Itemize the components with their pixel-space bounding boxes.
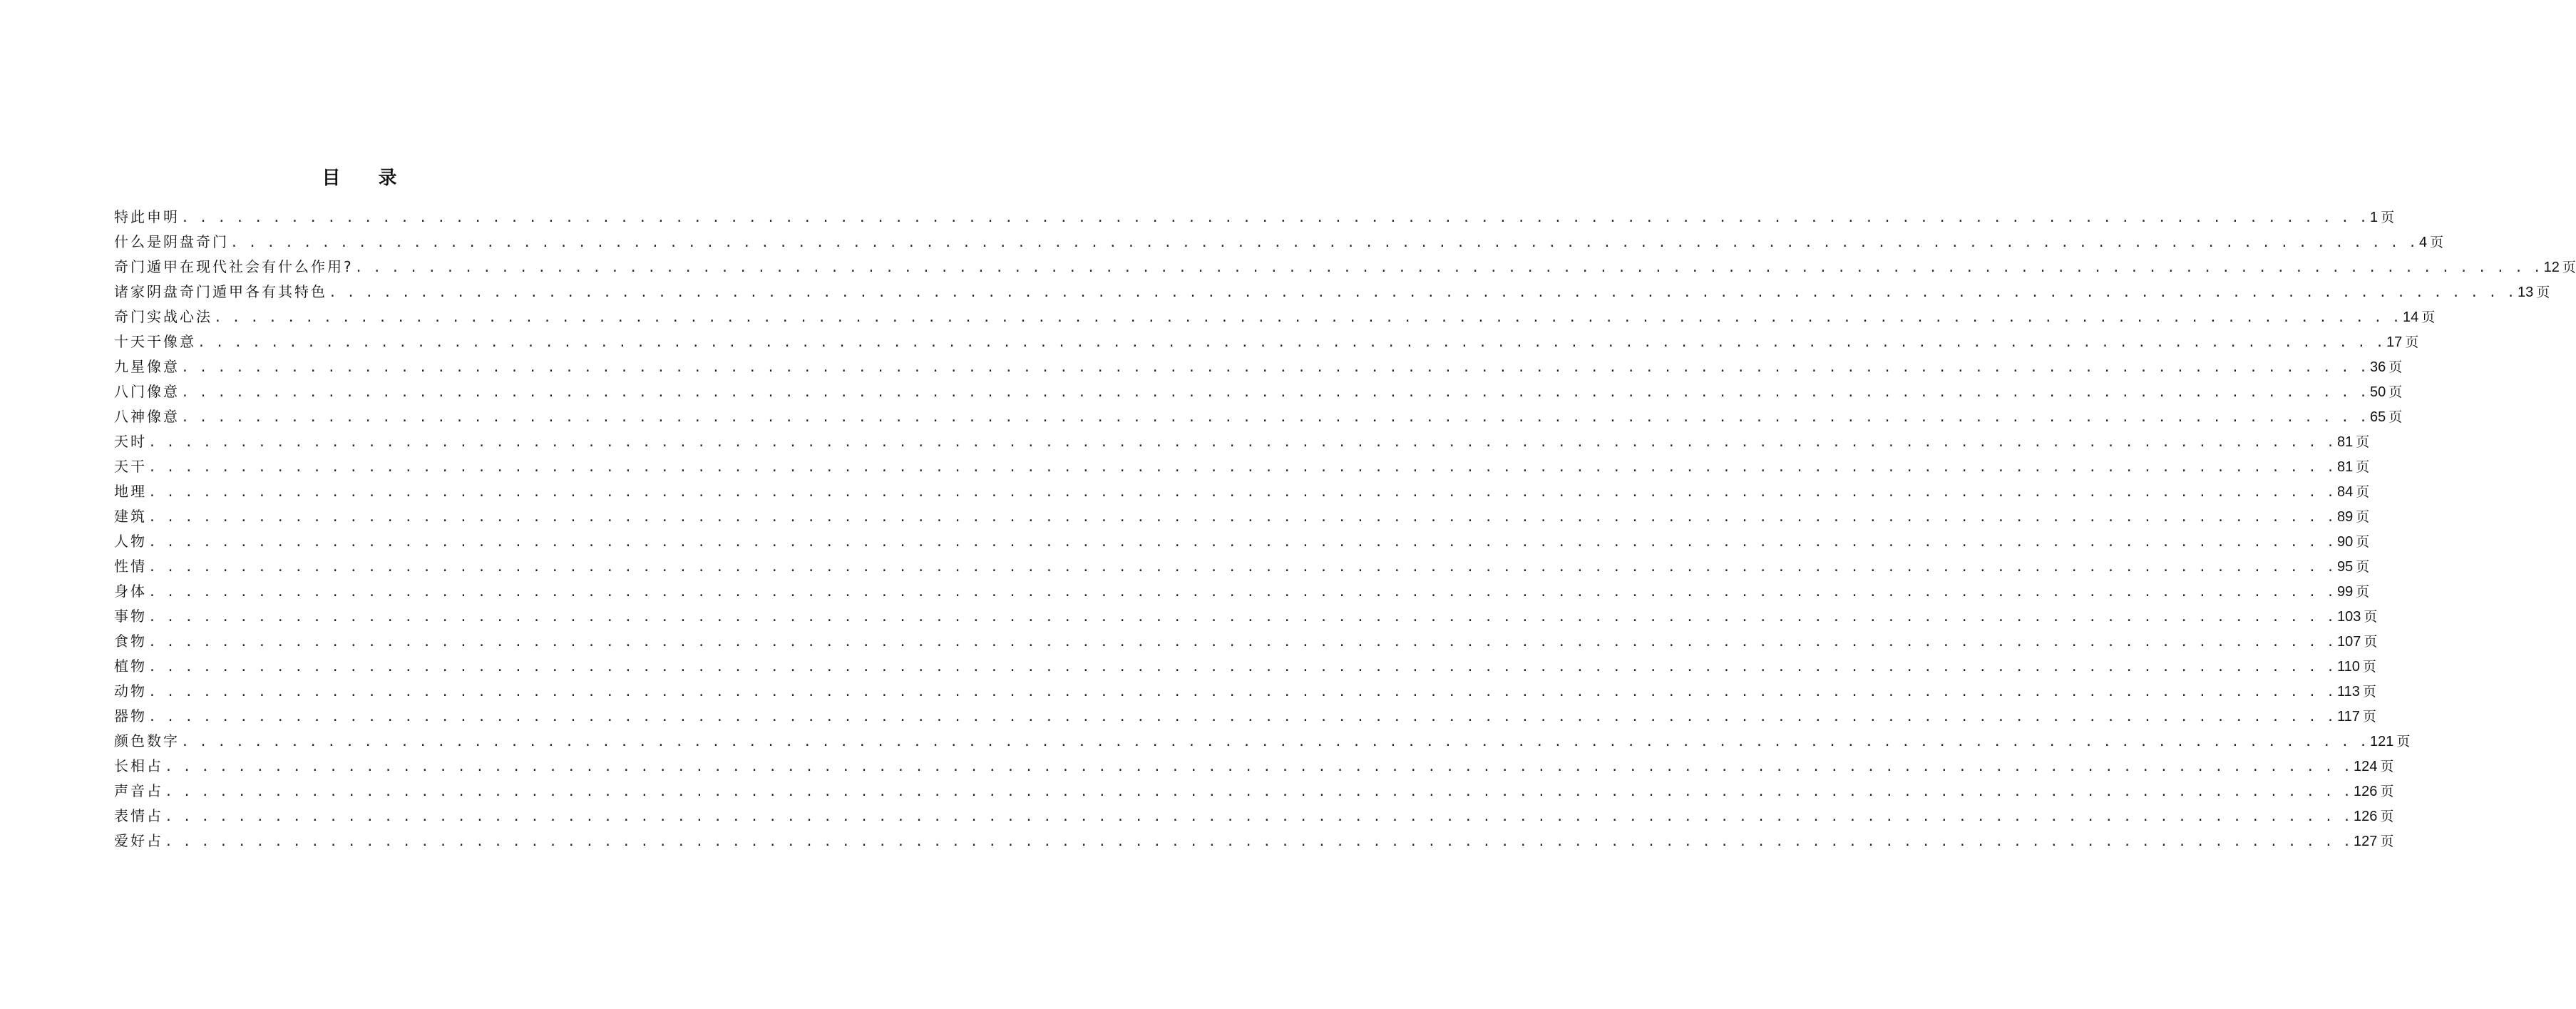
toc-entry-page-suffix: 页 [2362, 709, 2376, 724]
dot-leader: . . . . . . . . . . . . . . . . . . . . . . . . . . . . . . . . . . . . . . . . . . . . . . . . . . . . . . . . . . . . . . . . . . . . . . . . . . . . . . . . . . . . . . . . . . . . . . . . . . . . . . . . . . . . . . . . . . . . . . . . [148, 510, 2336, 525]
toc-entry-title: 奇门遁甲在现代社会有什么作用? [114, 258, 354, 275]
toc-entry[interactable] [114, 654, 2376, 679]
toc-entry[interactable] [114, 704, 2376, 729]
toc-entry[interactable] [114, 304, 2436, 329]
toc-entry[interactable] [114, 404, 2403, 429]
dot-leader: . . . . . . . . . . . . . . . . . . . . . . . . . . . . . . . . . . . . . . . . . . . . . . . . . . . . . . . . . . . . . . . . . . . . . . . . . . . . . . . . . . . . . . . . . . . . . . . . . . . . . . . . . . . . . . . . . . . . . . . . [165, 834, 2353, 849]
toc-entry-page-number: 117 [2337, 709, 2360, 724]
toc-entry-title: 食物 [114, 632, 147, 650]
toc-entry-page-number: 81 [2337, 459, 2354, 475]
toc-entry-title: 十天干像意 [114, 333, 196, 350]
toc-entry-page-suffix: 页 [2388, 409, 2403, 425]
dot-leader: . . . . . . . . . . . . . . . . . . . . . . . . . . . . . . . . . . . . . . . . . . . . . . . . . . . . . . . . . . . . . . . . . . . . . . . . . . . . . . . . . . . . . . . . . . . . . . . . . . . . . . . . . . . . . . . . . . . . . . . . [165, 809, 2353, 824]
toc-entry[interactable] [114, 554, 2370, 579]
dot-leader: . . . . . . . . . . . . . . . . . . . . . . . . . . . . . . . . . . . . . . . . . . . . . . . . . . . . . . . . . . . . . . . . . . . . . . . . . . . . . . . . . . . . . . . . . . . . . . . . . . . . . . . . . . . . . . . . . . . . . . . . [181, 360, 2369, 375]
toc-entry-title: 动物 [114, 682, 147, 700]
toc-entry-page-suffix: 页 [2388, 359, 2403, 375]
dot-leader: . . . . . . . . . . . . . . . . . . . . . . . . . . . . . . . . . . . . . . . . . . . . . . . . . . . . . . . . . . . . . . . . . . . . . . . . . . . . . . . . . . . . . . . . . . . . . . . . . . . . . . . . . . . . . . . . . . . . . . . . [230, 235, 2418, 250]
toc-entry-title: 什么是阴盘奇门 [114, 233, 229, 250]
toc-entry-page-suffix: 页 [2380, 759, 2394, 774]
toc-entry[interactable] [114, 255, 2576, 280]
toc-entry-title: 天干 [114, 458, 147, 475]
toc-entry[interactable] [114, 804, 2394, 829]
toc-entry-title: 器物 [114, 707, 147, 724]
dot-leader: . . . . . . . . . . . . . . . . . . . . . . . . . . . . . . . . . . . . . . . . . . . . . . . . . . . . . . . . . . . . . . . . . . . . . . . . . . . . . . . . . . . . . . . . . . . . . . . . . . . . . . . . . . . . . . . . . . . . . . . . [148, 635, 2336, 650]
toc-entry-page-number: 17 [2386, 334, 2403, 350]
toc-entry-title: 地理 [114, 483, 147, 500]
dot-leader: . . . . . . . . . . . . . . . . . . . . . . . . . . . . . . . . . . . . . . . . . . . . . . . . . . . . . . . . . . . . . . . . . . . . . . . . . . . . . . . . . . . . . . . . . . . . . . . . . . . . . . . . . . . . . . . . . . . . . . . . [148, 560, 2336, 575]
toc-entry-page-suffix: 页 [2356, 509, 2370, 525]
toc-entry-page-suffix: 页 [2364, 609, 2378, 625]
toc-entry[interactable] [114, 230, 2444, 255]
toc-entry-page-number: 113 [2337, 684, 2360, 700]
dot-leader: . . . . . . . . . . . . . . . . . . . . . . . . . . . . . . . . . . . . . . . . . . . . . . . . . . . . . . . . . . . . . . . . . . . . . . . . . . . . . . . . . . . . . . . . . . . . . . . . . . . . . . . . . . . . . . . . . . . . . . . . [181, 385, 2369, 400]
toc-entry-page-number: 13 [2518, 285, 2534, 300]
toc-entry-title: 九星像意 [114, 358, 180, 375]
toc-entry-page-number: 107 [2337, 634, 2361, 650]
toc-entry[interactable] [114, 454, 2370, 479]
toc-entry-page-suffix: 页 [2380, 834, 2394, 849]
toc-entry-page-suffix: 页 [2562, 260, 2576, 275]
toc-entry-title: 性情 [114, 558, 147, 575]
dot-leader: . . . . . . . . . . . . . . . . . . . . . . . . . . . . . . . . . . . . . . . . . . . . . . . . . . . . . . . . . . . . . . . . . . . . . . . . . . . . . . . . . . . . . . . . . . . . . . . . . . . . . . . . . . . . . . . . . . . . . . . . [148, 435, 2336, 450]
toc-entry-title: 建筑 [114, 508, 147, 525]
toc-entry-page-number: 95 [2337, 559, 2354, 575]
toc-entry-title: 八神像意 [114, 408, 180, 425]
toc-entry[interactable] [114, 729, 2411, 754]
toc-entry-title: 事物 [114, 608, 147, 625]
dot-leader: . . . . . . . . . . . . . . . . . . . . . . . . . . . . . . . . . . . . . . . . . . . . . . . . . . . . . . . . . . . . . . . . . . . . . . . . . . . . . . . . . . . . . . . . . . . . . . . . . . . . . . . . . . . . . . . . . . . . . . . . [214, 310, 2402, 325]
toc-entry[interactable] [114, 579, 2370, 604]
dot-leader: . . . . . . . . . . . . . . . . . . . . . . . . . . . . . . . . . . . . . . . . . . . . . . . . . . . . . . . . . . . . . . . . . . . . . . . . . . . . . . . . . . . . . . . . . . . . . . . . . . . . . . . . . . . . . . . . . . . . . . . . [148, 610, 2336, 625]
toc-entry-page-suffix: 页 [2362, 659, 2376, 675]
toc-entry-page-number: 121 [2370, 734, 2394, 749]
toc-entry-title: 表情占 [114, 807, 163, 824]
page-title: 目 录 [322, 168, 413, 189]
dot-leader: . . . . . . . . . . . . . . . . . . . . . . . . . . . . . . . . . . . . . . . . . . . . . . . . . . . . . . . . . . . . . . . . . . . . . . . . . . . . . . . . . . . . . . . . . . . . . . . . . . . . . . . . . . . . . . . . . . . . . . . . [148, 535, 2336, 550]
toc-entry-page-suffix: 页 [2356, 459, 2370, 475]
toc-entry-page-suffix: 页 [2380, 809, 2394, 824]
toc-entry-page-suffix: 页 [2356, 534, 2370, 550]
dot-leader: . . . . . . . . . . . . . . . . . . . . . . . . . . . . . . . . . . . . . . . . . . . . . . . . . . . . . . . . . . . . . . . . . . . . . . . . . . . . . . . . . . . . . . . . . . . . . . . . . . . . . . . . . . . . . . . . . . . . . . . . [181, 210, 2369, 225]
toc-entry-page-number: 1 [2370, 210, 2379, 225]
dot-leader: . . . . . . . . . . . . . . . . . . . . . . . . . . . . . . . . . . . . . . . . . . . . . . . . . . . . . . . . . . . . . . . . . . . . . . . . . . . . . . . . . . . . . . . . . . . . . . . . . . . . . . . . . . . . . . . . . . . . . . . . [148, 485, 2336, 500]
toc-entry-page-number: 124 [2354, 759, 2378, 774]
toc-entry[interactable] [114, 604, 2378, 629]
toc-entry-page-number: 103 [2337, 609, 2361, 625]
toc-entry-title: 八门像意 [114, 383, 180, 400]
toc-entry-title: 颜色数字 [114, 732, 180, 749]
dot-leader: . . . . . . . . . . . . . . . . . . . . . . . . . . . . . . . . . . . . . . . . . . . . . . . . . . . . . . . . . . . . . . . . . . . . . . . . . . . . . . . . . . . . . . . . . . . . . . . . . . . . . . . . . . . . . . . . . . . . . . . . [148, 710, 2336, 724]
toc-entry-title: 植物 [114, 657, 147, 675]
toc-entry[interactable] [114, 829, 2394, 854]
dot-leader: . . . . . . . . . . . . . . . . . . . . . . . . . . . . . . . . . . . . . . . . . . . . . . . . . . . . . . . . . . . . . . . . . . . . . . . . . . . . . . . . . . . . . . . . . . . . . . . . . . . . . . . . . . . . . . . . . . . . . . . . [148, 685, 2336, 700]
dot-leader: . . . . . . . . . . . . . . . . . . . . . . . . . . . . . . . . . . . . . . . . . . . . . . . . . . . . . . . . . . . . . . . . . . . . . . . . . . . . . . . . . . . . . . . . . . . . . . . . . . . . . . . . . . . . . . . . . . . . . . . . [148, 660, 2336, 675]
toc-entry-page-suffix: 页 [2396, 734, 2411, 749]
dot-leader: . . . . . . . . . . . . . . . . . . . . . . . . . . . . . . . . . . . . . . . . . . . . . . . . . . . . . . . . . . . . . . . . . . . . . . . . . . . . . . . . . . . . . . . . . . . . . . . . . . . . . . . . . . . . . . . . . . . . . . . . [329, 285, 2517, 300]
dot-leader: . . . . . . . . . . . . . . . . . . . . . . . . . . . . . . . . . . . . . . . . . . . . . . . . . . . . . . . . . . . . . . . . . . . . . . . . . . . . . . . . . . . . . . . . . . . . . . . . . . . . . . . . . . . . . . . . . . . . . . . . [148, 460, 2336, 475]
toc-entry-page-number: 126 [2354, 784, 2378, 799]
toc-entry-page-number: 89 [2337, 509, 2354, 525]
toc-entry-page-number: 99 [2337, 584, 2354, 600]
toc-entry-page-suffix: 页 [2405, 334, 2419, 350]
toc-entry-page-number: 126 [2354, 809, 2378, 824]
dot-leader: . . . . . . . . . . . . . . . . . . . . . . . . . . . . . . . . . . . . . . . . . . . . . . . . . . . . . . . . . . . . . . . . . . . . . . . . . . . . . . . . . . . . . . . . . . . . . . . . . . . . . . . . . . . . . . . . . . . . . . . . [181, 734, 2369, 749]
dot-leader: . . . . . . . . . . . . . . . . . . . . . . . . . . . . . . . . . . . . . . . . . . . . . . . . . . . . . . . . . . . . . . . . . . . . . . . . . . . . . . . . . . . . . . . . . . . . . . . . . . . . . . . . . . . . . . . . . . . . . . . . [354, 260, 2542, 275]
toc-entry[interactable] [114, 479, 2370, 504]
toc-entry-page-number: 4 [2419, 235, 2428, 250]
toc-entry-title: 奇门实战心法 [114, 308, 212, 325]
toc-entry-page-number: 14 [2403, 309, 2419, 325]
toc-entry-title: 长相占 [114, 757, 163, 774]
toc-entry[interactable] [114, 629, 2378, 654]
toc-entry-page-suffix: 页 [2380, 784, 2394, 799]
toc-entry[interactable] [114, 379, 2403, 404]
dot-leader: . . . . . . . . . . . . . . . . . . . . . . . . . . . . . . . . . . . . . . . . . . . . . . . . . . . . . . . . . . . . . . . . . . . . . . . . . . . . . . . . . . . . . . . . . . . . . . . . . . . . . . . . . . . . . . . . . . . . . . . . [165, 759, 2353, 774]
toc-entry-page-suffix: 页 [2388, 384, 2403, 400]
toc-entry-page-suffix: 页 [2356, 584, 2370, 600]
toc-entry-title: 声音占 [114, 782, 163, 799]
toc-entry[interactable] [114, 354, 2403, 379]
toc-entry-page-number: 84 [2337, 484, 2354, 500]
toc-entry-title: 身体 [114, 583, 147, 600]
dot-leader: . . . . . . . . . . . . . . . . . . . . . . . . . . . . . . . . . . . . . . . . . . . . . . . . . . . . . . . . . . . . . . . . . . . . . . . . . . . . . . . . . . . . . . . . . . . . . . . . . . . . . . . . . . . . . . . . . . . . . . . . [181, 410, 2369, 425]
toc-entry[interactable] [114, 504, 2370, 529]
toc-entry[interactable] [114, 329, 2419, 354]
dot-leader: . . . . . . . . . . . . . . . . . . . . . . . . . . . . . . . . . . . . . . . . . . . . . . . . . . . . . . . . . . . . . . . . . . . . . . . . . . . . . . . . . . . . . . . . . . . . . . . . . . . . . . . . . . . . . . . . . . . . . . . . [197, 335, 2386, 350]
toc-entry-title: 诸家阴盘奇门遁甲各有其特色 [114, 283, 327, 300]
toc-entry[interactable] [114, 529, 2370, 554]
toc-entry[interactable] [114, 205, 2395, 230]
toc-entry-page-number: 81 [2337, 434, 2354, 450]
toc-entry-page-suffix: 页 [2536, 285, 2550, 300]
toc-entry-page-number: 127 [2354, 834, 2378, 849]
toc-entry-page-suffix: 页 [2356, 484, 2370, 500]
toc-entry-title: 人物 [114, 533, 147, 550]
toc-entry[interactable] [114, 779, 2394, 804]
toc-entry-page-number: 36 [2370, 359, 2386, 375]
dot-leader: . . . . . . . . . . . . . . . . . . . . . . . . . . . . . . . . . . . . . . . . . . . . . . . . . . . . . . . . . . . . . . . . . . . . . . . . . . . . . . . . . . . . . . . . . . . . . . . . . . . . . . . . . . . . . . . . . . . . . . . . [148, 585, 2336, 600]
toc-entry-page-suffix: 页 [2356, 559, 2370, 575]
toc-entry-page-number: 90 [2337, 534, 2354, 550]
toc-entry-page-suffix: 页 [2362, 684, 2376, 700]
toc-entry-page-suffix: 页 [2421, 309, 2436, 325]
toc-entry-page-suffix: 页 [2364, 634, 2378, 650]
toc-entry[interactable] [114, 429, 2370, 454]
toc-entry-title: 天时 [114, 433, 147, 450]
toc-entry-page-number: 12 [2543, 260, 2560, 275]
toc-entry[interactable] [114, 679, 2376, 704]
toc-entry-title: 爱好占 [114, 832, 163, 849]
toc-entry-title: 特此申明 [114, 208, 180, 225]
toc-entry-page-suffix: 页 [2381, 210, 2395, 225]
toc-entry-page-number: 50 [2370, 384, 2386, 400]
toc-entry-page-suffix: 页 [2356, 434, 2370, 450]
dot-leader: . . . . . . . . . . . . . . . . . . . . . . . . . . . . . . . . . . . . . . . . . . . . . . . . . . . . . . . . . . . . . . . . . . . . . . . . . . . . . . . . . . . . . . . . . . . . . . . . . . . . . . . . . . . . . . . . . . . . . . . . [165, 784, 2353, 799]
toc-list [114, 205, 2576, 854]
toc-entry[interactable] [114, 280, 2550, 304]
toc-entry-page-number: 65 [2370, 409, 2386, 425]
toc-entry-page-suffix: 页 [2430, 235, 2444, 250]
toc-entry-page-number: 110 [2337, 659, 2360, 675]
toc-entry[interactable] [114, 754, 2394, 779]
